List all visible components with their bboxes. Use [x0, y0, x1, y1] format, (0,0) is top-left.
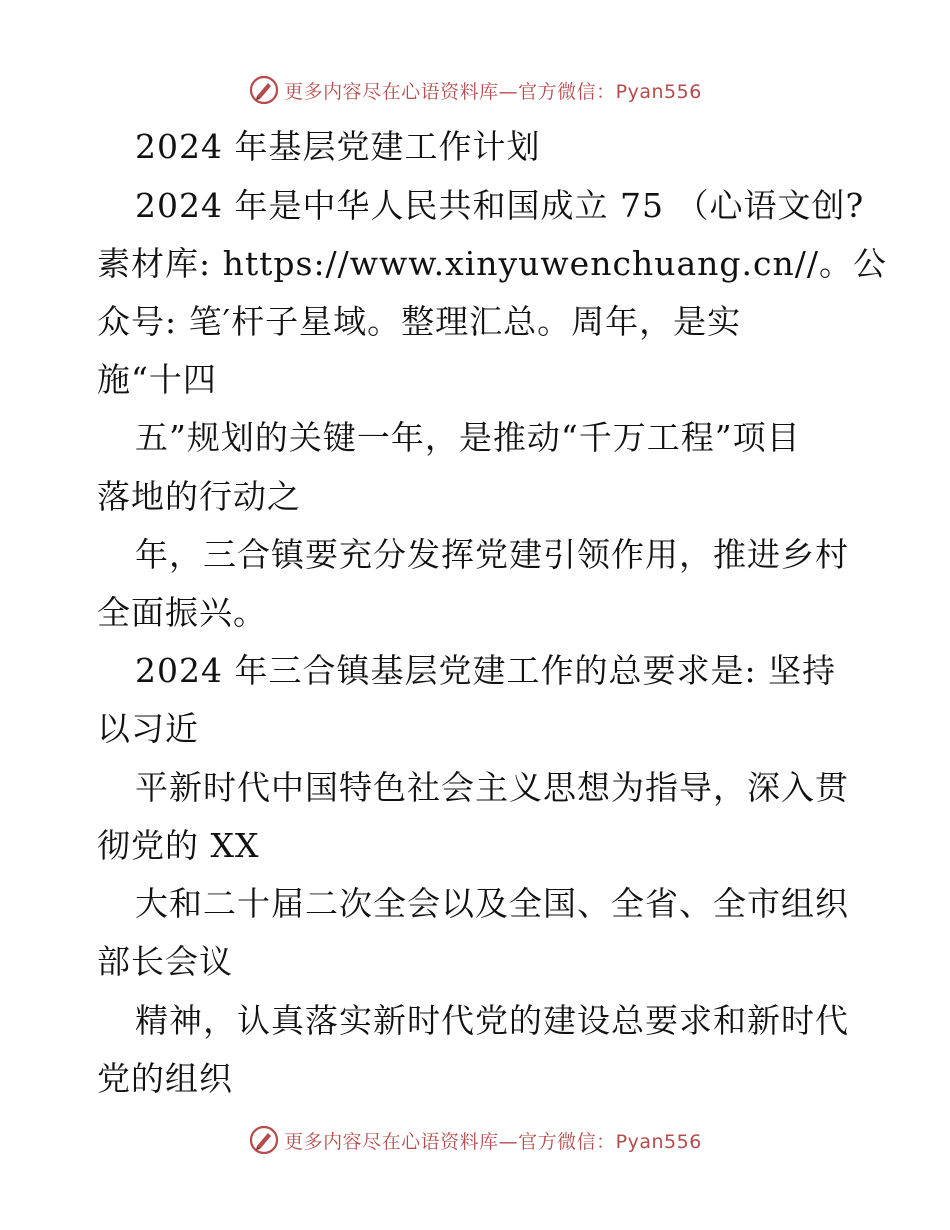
doc-line: 施“十四 [97, 360, 217, 399]
doc-line: 党的组织 [97, 1059, 233, 1098]
doc-title: 2024 年基层党建工作计划 [135, 127, 541, 166]
doc-line: 部长会议 [97, 942, 233, 981]
footer-banner [0, 1120, 950, 1160]
header-banner-text: 更多内容尽在心语资料库—官方微信：Pyan556 [284, 80, 702, 103]
doc-line: 素材库: https://www.xinyuwenchuang.cn//。公 [97, 244, 887, 283]
doc-line: 2024 年是中华人民共和国成立 75 （心语文创? [135, 186, 865, 225]
doc-line: 平新时代中国特色社会主义思想为指导，深入贯 [135, 768, 849, 807]
doc-line: 年，三合镇要充分发挥党建引领作用，推进乡村 [135, 535, 849, 574]
doc-line: 五”规划的关键一年，是推动“千万工程”项目 [135, 418, 801, 457]
doc-line: 全面振兴。 [97, 593, 267, 632]
doc-line: 大和二十届二次全会以及全国、全省、全市组织 [135, 884, 849, 923]
pen-logo-icon [248, 1124, 280, 1156]
doc-line: 彻党的 XX [97, 826, 260, 865]
doc-line: 众号: 笔′杆子星域。整理汇总。周年，是实 [97, 302, 742, 341]
doc-line: 以习近 [97, 709, 199, 748]
doc-line: 精神，认真落实新时代党的建设总要求和新时代 [135, 1001, 849, 1040]
doc-line: 2024 年三合镇基层党建工作的总要求是: 坚持 [135, 651, 837, 690]
doc-line: 落地的行动之 [97, 477, 301, 516]
footer-banner-text: 更多内容尽在心语资料库—官方微信：Pyan556 [284, 1130, 702, 1153]
